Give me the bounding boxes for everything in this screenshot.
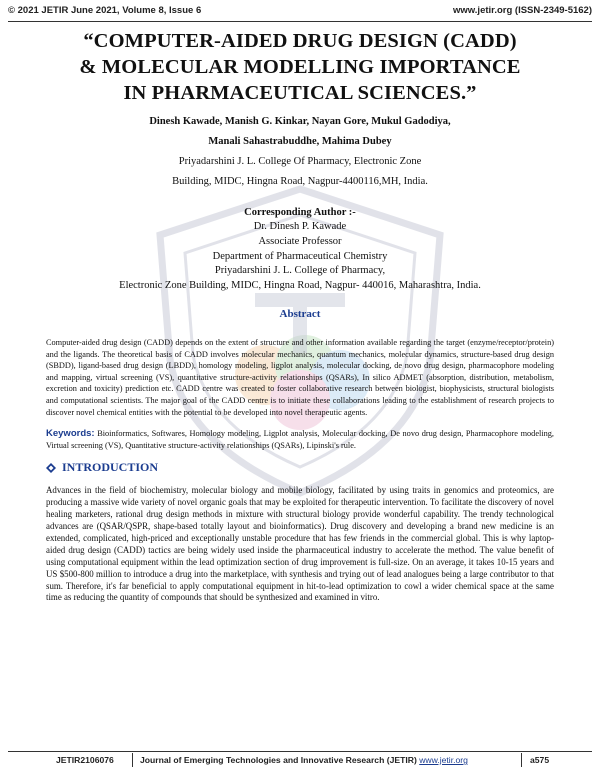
introduction-heading bbox=[46, 460, 554, 475]
keywords-label: Keywords: bbox=[46, 428, 95, 440]
paper-title bbox=[46, 28, 554, 106]
page-footer bbox=[8, 755, 592, 769]
corresponding-address: Electronic Zone Building, MIDC, Hingna Road, Nagpur- 440016, Maharashtra, India. bbox=[119, 280, 481, 292]
corresponding-college: Priyadarshini J. L. College of Pharmacy, bbox=[214, 265, 386, 277]
abstract-text: Computer-aided drug design (CADD) depends on the extent of structure and other information available regarding the target (enzyme/receptor/protein) and the ligands. The theoretical basis of CADD involves molecular mechanics, quantum mechanics, molecular dynamics, structure-based drug design (SBDD), ligand-based drug design (LBDD), homology modeling, ligplot analysis, molecular docking, de novo drug design, pharmacophore modeling and mapping, virtual screening (VS), quantitative structure-activity relationships (QSARs), In silico ADMET (absorption, distribution, metabolism, excretion and toxicity) prediction etc. CADD centre was created to foster collaborative research between biologist, biophysicists, structural biologists and computational scientists. The major goal of the CADD centre is to initiate these collaborations leading to the establishment of research projects to discover novel chemical entities with the potential to be developed into novel therapeutic agents. bbox=[46, 337, 554, 417]
title-line-1: “COMPUTER-AIDED DRUG DESIGN (CADD) bbox=[83, 30, 517, 52]
abstract-heading: Abstract bbox=[279, 307, 321, 320]
diamond-bullet-icon bbox=[46, 463, 56, 473]
footer-page-number: a575 bbox=[530, 755, 550, 765]
title-line-3: IN PHARMACEUTICAL SCIENCES.” bbox=[123, 82, 477, 104]
author-list bbox=[46, 112, 554, 152]
title-line-2: & MOLECULAR MODELLING IMPORTANCE bbox=[79, 56, 521, 78]
footer-journal bbox=[140, 755, 468, 765]
footer-journal-name: Journal of Emerging Technologies and Innovative Research (JETIR) bbox=[140, 755, 417, 765]
footer-paper-id: JETIR2106076 bbox=[56, 755, 114, 765]
footer-rule bbox=[8, 751, 592, 752]
keywords-text: Bioinformatics, Softwares, Homology modeling, Ligplot analysis, Molecular docking, De novo drug design, Pharmacophore modeling, Virtual screening (VS), Quantitative structure-activity relationships (QSARs), Lipinski's rule. bbox=[46, 429, 554, 450]
introduction-text: Advances in the field of biochemistry, molecular biology and mobile biology, facilitated by using traits in genomics and proteomics, are producing a massive wide variety of novel organic goals that may be exploited for therapeutic intervention. To facilitate the discovery of novel healing marketers, rational drug design methods in mixture with structural biology provide wonderful capability. The trendy technological advances are (QSAR/QSPR, shape-based totally layout and bioinformatics). Drug discovery and developing a brand new medicine is an extended, complicated, high-priced and exceptionally unstable procedure that has few friends in the commercial global. This is why laptop-aided drug design (CADD) tactics are being widely used inside the pharmaceutical industry to accelerate the method. The value benefit of using computational equipment within the lead optimization section of drug improvement is full-size. On an average, it takes 10-15 years and US $500-800 million to introduce a drug into the marketplace, with synthesis and trying out of lead analogues being a large contributor to that sum. Therefore, it's far beneficial to apply computational equipment in hit-to-lead optimization to cowl a wider chemical space at the same time as reducing the quantity of compounds that should be synthesized and examined in vitro. bbox=[46, 485, 554, 603]
corresponding-position: Associate Professor bbox=[258, 235, 342, 247]
header-website[interactable]: www.jetir.org (ISSN-2349-5162) bbox=[452, 5, 592, 16]
corresponding-heading: Corresponding Author :- bbox=[244, 207, 356, 218]
introduction-title: INTRODUCTION bbox=[62, 460, 159, 475]
authors-line-1: Dinesh Kawade, Manish G. Kinkar, Nayan Gore, Mukul Gadodiya, bbox=[149, 116, 451, 127]
affiliation-line-2: Building, MIDC, Hingna Road, Nagpur-4400116,MH, India. bbox=[172, 176, 428, 187]
affiliation bbox=[46, 152, 554, 192]
header-issue: © 2021 JETIR June 2021, Volume 8, Issue 6 bbox=[8, 5, 202, 16]
corresponding-author bbox=[46, 220, 554, 294]
footer-website-link[interactable]: www.jetir.org bbox=[419, 755, 468, 765]
paper-body bbox=[46, 28, 554, 604]
corresponding-name: Dr. Dinesh P. Kawade bbox=[253, 221, 347, 232]
corresponding-department: Department of Pharmaceutical Chemistry bbox=[212, 250, 388, 262]
page-header bbox=[8, 5, 592, 19]
footer-divider bbox=[521, 753, 522, 767]
footer-divider bbox=[132, 753, 133, 767]
authors-line-2: Manali Sahastrabuddhe, Mahima Dubey bbox=[208, 136, 392, 147]
keywords bbox=[46, 428, 554, 451]
header-rule bbox=[8, 21, 592, 22]
affiliation-line-1: Priyadarshini J. L. College Of Pharmacy, Electronic Zone bbox=[178, 156, 422, 167]
